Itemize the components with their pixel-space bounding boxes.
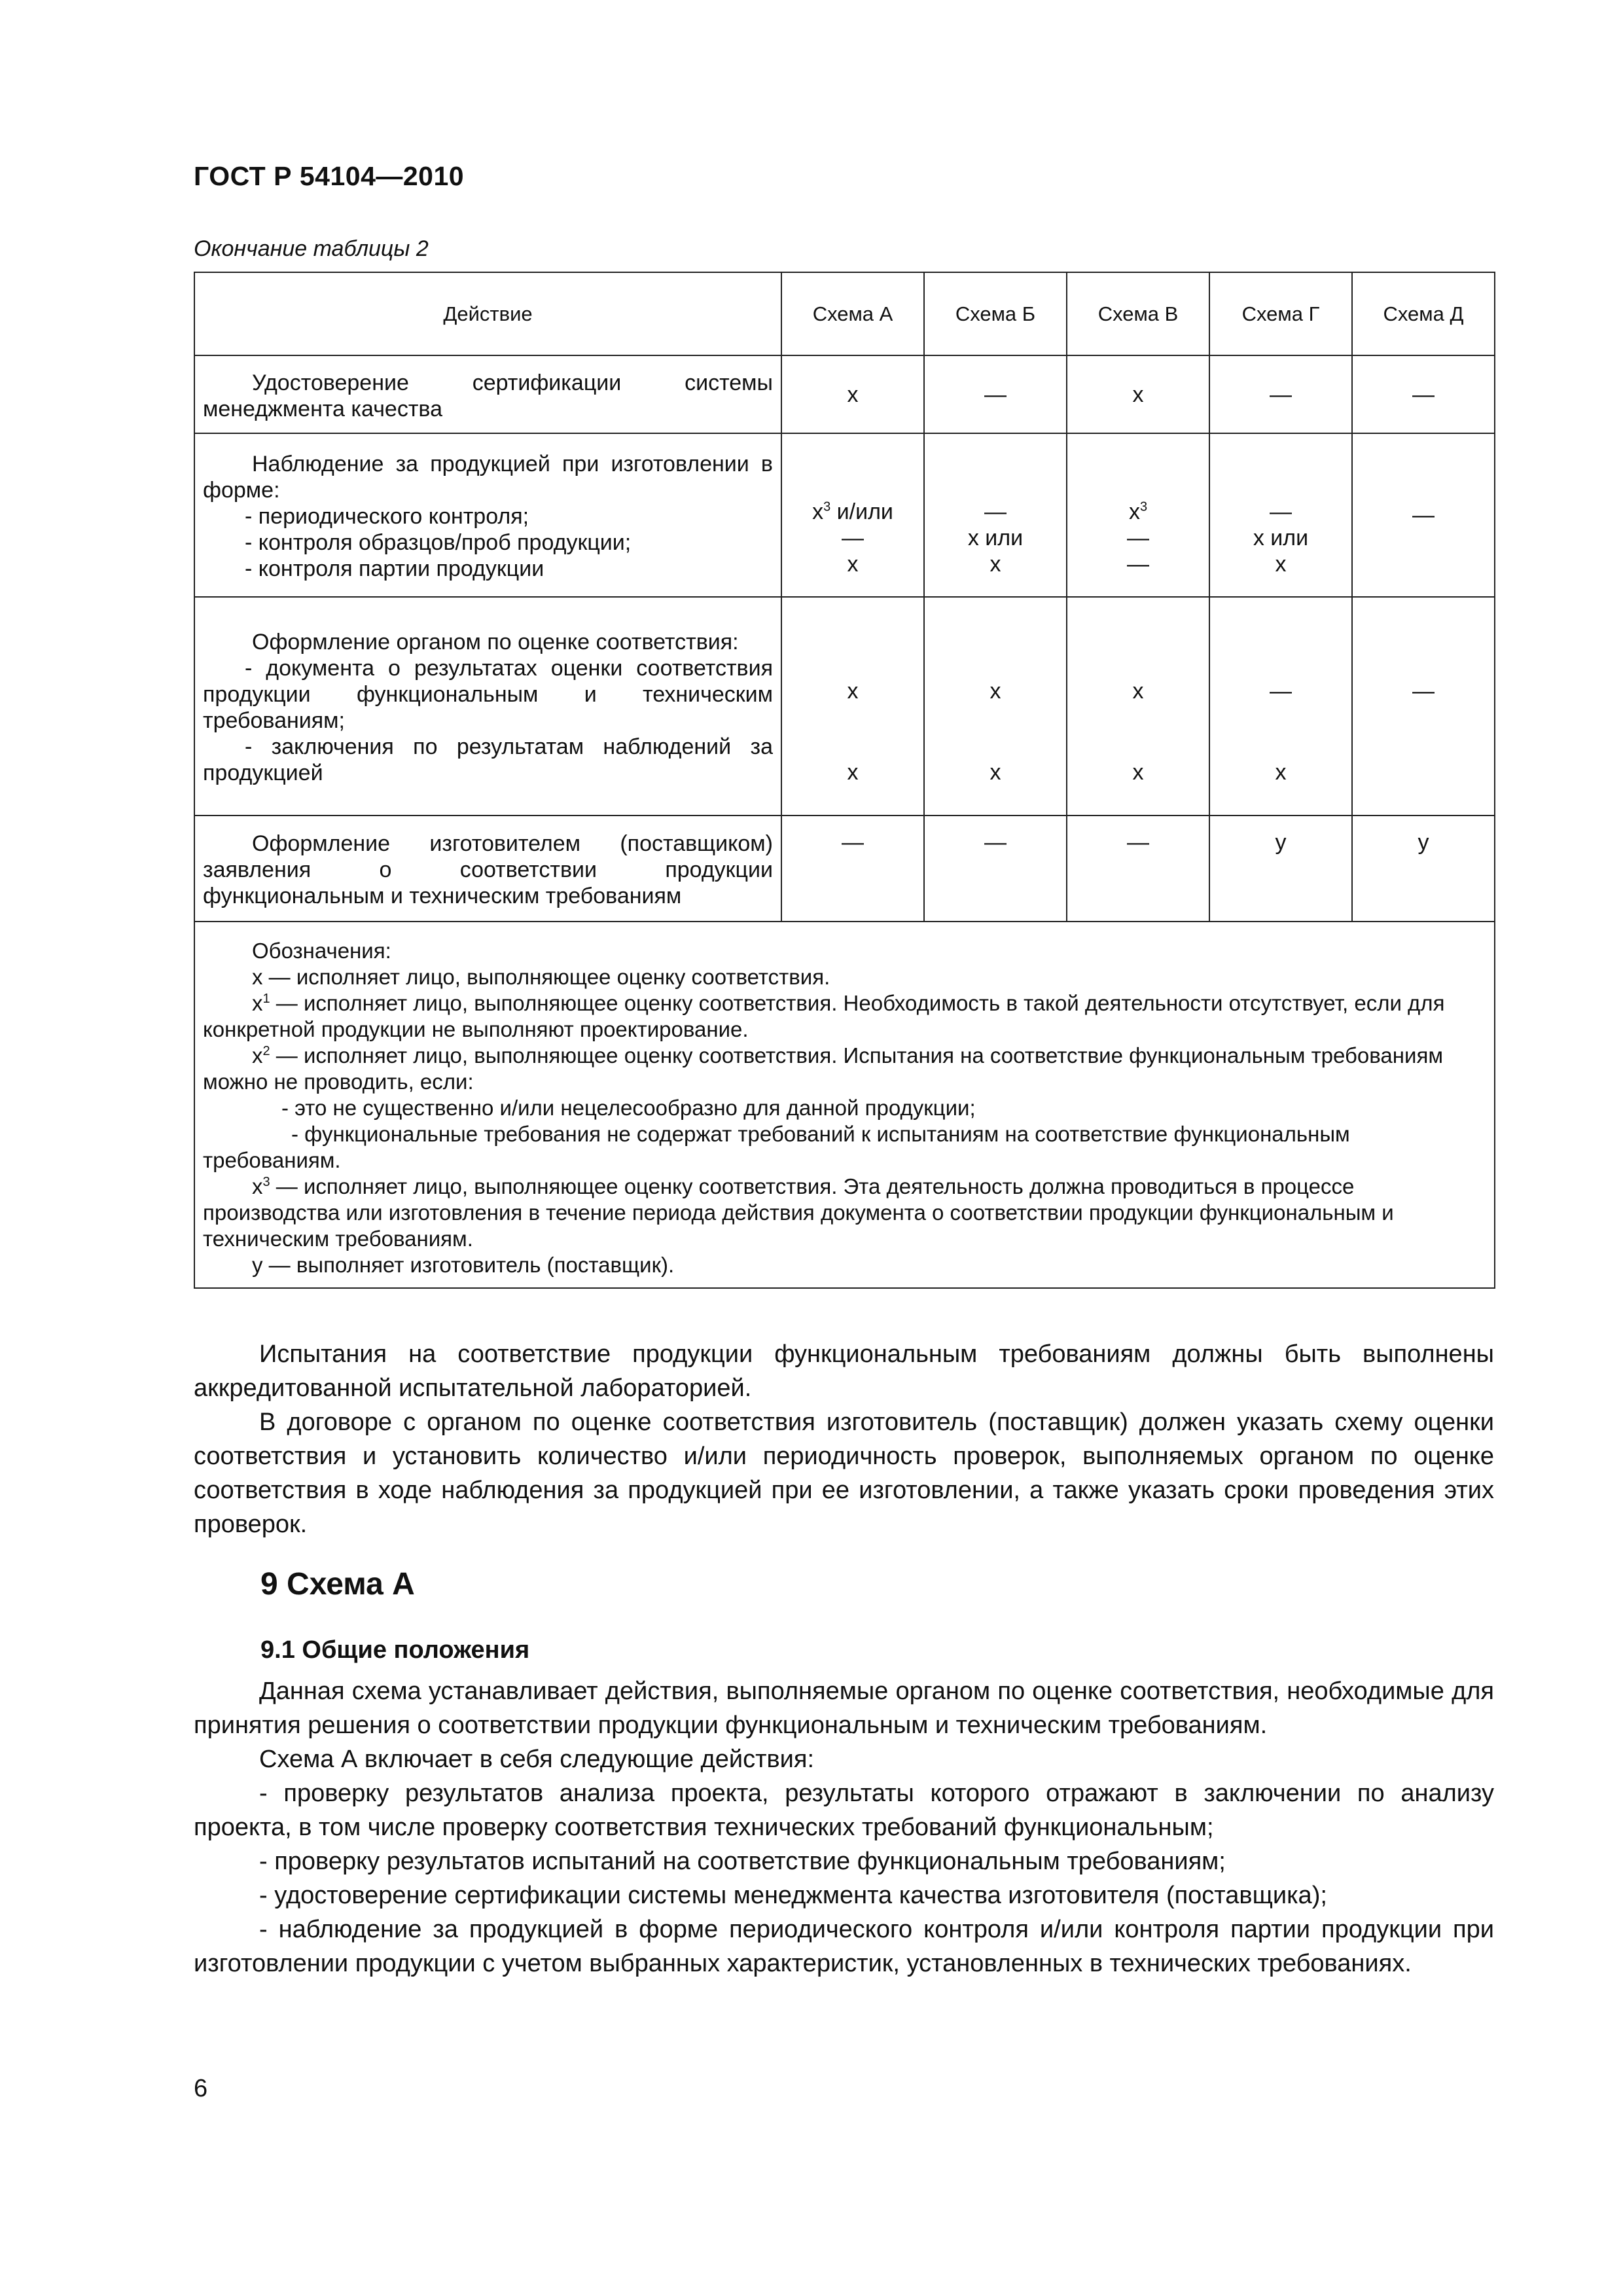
col-header-scheme-d: Схема Д xyxy=(1352,272,1495,355)
cell-scheme-v: — xyxy=(1067,816,1209,922)
action-subitem: - заключения по результатам наблюдений за продукцией xyxy=(203,734,773,785)
action-text: Наблюдение за продукцией при изготовлении в форме: xyxy=(203,452,773,503)
action-subitem: - контроля образцов/проб продукции; xyxy=(245,530,632,555)
cell-scheme-a: — xyxy=(781,816,924,922)
note-item: $x^2$ — исполняет лицо, выполняющее оценку соответствия. Испытания на соответствие функциональным требованиям можно не проводить, если: xyxy=(203,1043,1444,1094)
table-row xyxy=(194,355,1495,433)
row-action xyxy=(194,355,781,433)
row-action xyxy=(194,816,781,922)
col-header-scheme-v: Схема В xyxy=(1067,272,1209,355)
col-header-scheme-g: Схема Г xyxy=(1209,272,1352,355)
action-text: Удостоверение сертификации системы менеджмента качества xyxy=(203,370,773,422)
action-text: Оформление органом по оценке соответствия: xyxy=(252,630,739,655)
note-item: $x^3$ — исполняет лицо, выполняющее оценку соответствия. Эта деятельность должна проводиться в процессе производства или изготовления в течение периода действия документа о соответствии продукции функциональным и техническим требованиям. xyxy=(203,1174,1394,1251)
col-header-scheme-a: Схема А xyxy=(781,272,924,355)
col-header-scheme-b: Схема Б xyxy=(924,272,1067,355)
table-row xyxy=(194,597,1495,816)
cell-scheme-a: x x xyxy=(781,597,924,816)
cell-scheme-v: x xyxy=(1067,355,1209,433)
paragraph: Испытания на соответствие продукции функциональным требованиям должны быть выполнены аккредитованной испытательной лабораторией. xyxy=(194,1340,1494,1402)
cell-scheme-b: — x или x xyxy=(924,433,1067,597)
cell-scheme-b: — xyxy=(924,355,1067,433)
document-header: ГОСТ Р 54104—2010 xyxy=(194,161,465,191)
cell-scheme-d: — xyxy=(1352,597,1495,816)
cell-scheme-v: $x^3$ — — xyxy=(1067,433,1209,597)
row-action xyxy=(194,597,781,816)
cell-scheme-b: — xyxy=(924,816,1067,922)
notes-title: Обозначения: xyxy=(252,939,391,963)
section-body xyxy=(194,1674,1494,1981)
cell-scheme-g: у xyxy=(1209,816,1352,922)
table-caption: Окончание таблицы 2 xyxy=(194,236,429,261)
page-number: 6 xyxy=(194,2075,208,2102)
paragraph: Данная схема устанавливает действия, выполняемые органом по оценке соответствия, необходимые для принятия решения о соответствии продукции функциональным и техническим требованиям. xyxy=(194,1677,1494,1739)
note-item: x — исполняет лицо, выполняющее оценку соответствия. xyxy=(252,965,830,989)
note-subitem: - функциональные требования не содержат требований к испытаниям на соответствие функциональным требованиям. xyxy=(203,1122,1350,1172)
subsection-heading: 9.1 Общие положения xyxy=(260,1636,530,1664)
cell-scheme-a: $x^3$ и/или — x xyxy=(781,433,924,597)
cell-scheme-d: — xyxy=(1352,433,1495,597)
section-heading: 9 Схема А xyxy=(260,1567,415,1602)
note-item: у — выполняет изготовитель (поставщик). xyxy=(252,1253,675,1277)
note-subitem: - это не существенно и/или нецелесообразно для данной продукции; xyxy=(281,1096,976,1120)
cell-scheme-a: x xyxy=(781,355,924,433)
table-notes xyxy=(194,922,1495,1288)
schemes-table xyxy=(194,272,1495,1289)
cell-scheme-g: — xyxy=(1209,355,1352,433)
cell-scheme-g: — x xyxy=(1209,597,1352,816)
action-subitem: - периодического контроля; xyxy=(245,504,529,529)
cell-scheme-b: x x xyxy=(924,597,1067,816)
list-item: - удостоверение сертификации системы менеджмента качества изготовителя (поставщика); xyxy=(259,1882,1327,1909)
list-item: - наблюдение за продукцией в форме периодического контроля и/или контроля партии продукции при изготовлении продукции с учетом выбранных характеристик, установленных в технических требованиях. xyxy=(194,1916,1494,1977)
row-action xyxy=(194,433,781,597)
action-text: Оформление изготовителем (поставщиком) заявления о соответствии продукции функциональным и техническим требованиям xyxy=(203,831,773,908)
cell-scheme-v: x x xyxy=(1067,597,1209,816)
col-header-action: Действие xyxy=(194,272,781,355)
list-item: - проверку результатов анализа проекта, результаты которого отражают в заключении по анализу проекта, в том числе проверку соответствия технических требований функциональным; xyxy=(194,1780,1494,1841)
cell-scheme-d: — xyxy=(1352,355,1495,433)
table-row xyxy=(194,433,1495,597)
note-item: $x^1$ — исполняет лицо, выполняющее оценку соответствия. Необходимость в такой деятельности отсутствует, если для конкретной продукции не выполняют проектирование. xyxy=(203,991,1445,1041)
table-header-row xyxy=(194,272,1495,355)
action-subitem: - контроля партии продукции xyxy=(245,556,544,581)
paragraph: Схема А включает в себя следующие действия: xyxy=(259,1746,815,1773)
table-row xyxy=(194,816,1495,922)
cell-scheme-d: у xyxy=(1352,816,1495,922)
table-notes-row xyxy=(194,922,1495,1288)
cell-scheme-g: — x или x xyxy=(1209,433,1352,597)
body-paragraphs xyxy=(194,1337,1494,1541)
action-subitem: - документа о результатах оценки соответствия продукции функциональным и техническим требованиям; xyxy=(203,656,773,733)
list-item: - проверку результатов испытаний на соответствие функциональным требованиям; xyxy=(259,1848,1226,1875)
paragraph: В договоре с органом по оценке соответствия изготовитель (поставщик) должен указать схему оценки соответствия и установить количество и/или периодичность проверок, выполняемых органом по оценке соответствия в ходе наблюдения за продукцией при ее изготовлении, а также указать сроки проведения этих проверок. xyxy=(194,1408,1494,1538)
